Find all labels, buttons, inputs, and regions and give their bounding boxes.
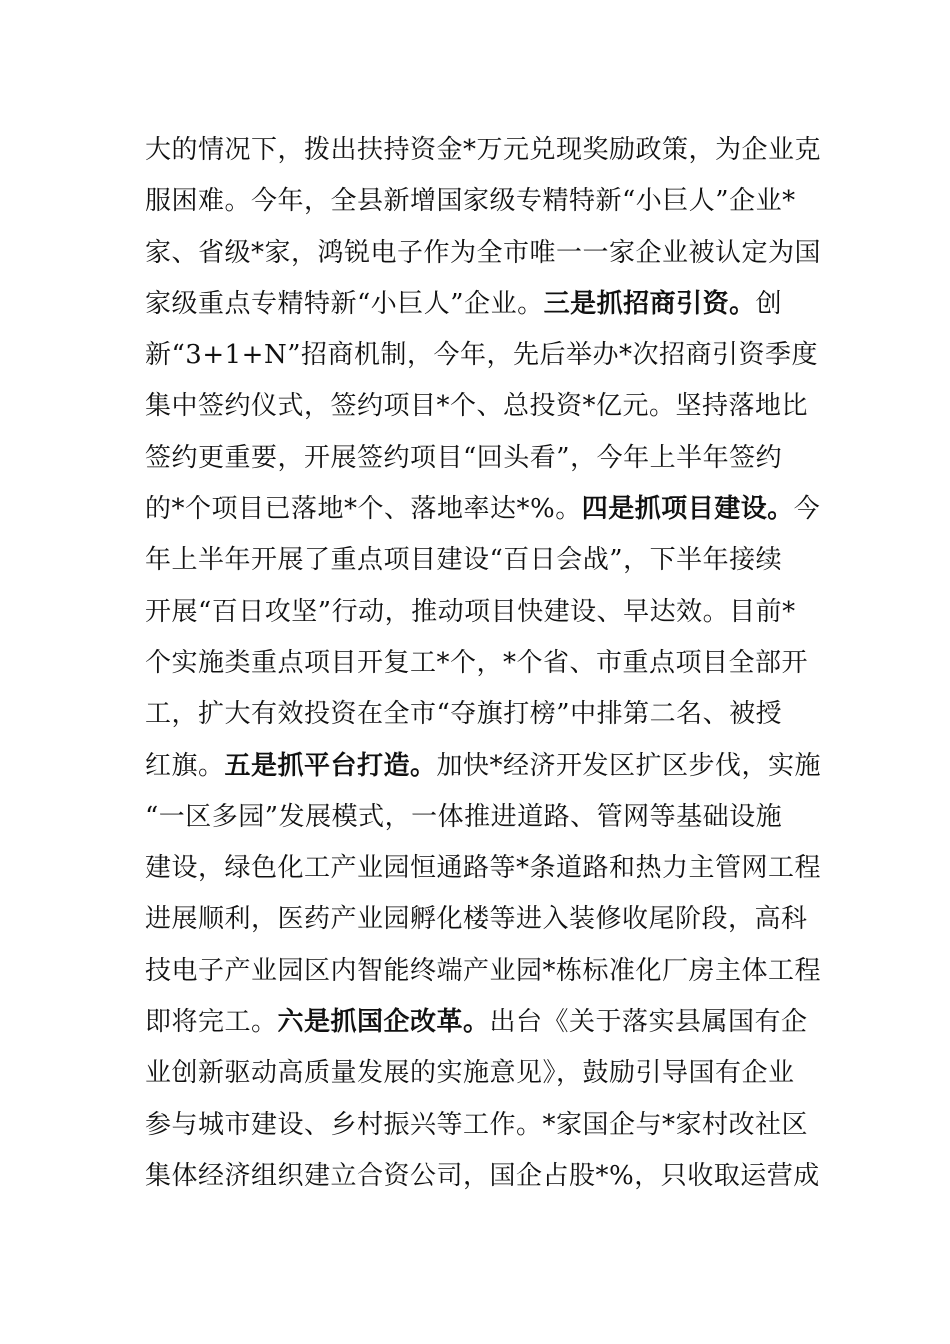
text-line xyxy=(145,843,822,894)
text-run: 集中签约仪式，签约项目*个、总投资*亿元。坚持落地比 xyxy=(145,391,809,422)
text-run: 业创新驱动高质量发展的实施意见》，鼓励引导国有企业 xyxy=(145,1058,795,1089)
text-run: 创 xyxy=(755,288,783,319)
text-line xyxy=(145,946,822,997)
text-line xyxy=(145,1100,809,1151)
text-run: 加快*经济开发区扩区步伐，实施 xyxy=(436,750,822,781)
text-run: 红旗。 xyxy=(145,750,225,781)
text-line xyxy=(145,741,822,792)
bold-heading-run: 五是抓平台打造。 xyxy=(224,750,437,781)
text-line xyxy=(145,228,822,279)
text-line xyxy=(145,484,821,535)
text-run: 新“3+1+N”招商机制，今年，先后举办*次招商引资季度 xyxy=(145,340,818,371)
text-run: 即将完工。 xyxy=(145,1007,278,1038)
bold-heading-run: 六是抓国企改革。 xyxy=(277,1007,490,1038)
text-run: “一区多园”发展模式，一体推进道路、管网等基础设施 xyxy=(145,801,783,832)
body-paragraph xyxy=(145,125,822,1202)
text-line xyxy=(145,176,805,227)
text-line xyxy=(145,381,809,432)
text-run: 年上半年开展了重点项目建设“百日会战”，下半年接续 xyxy=(145,545,783,576)
text-line xyxy=(145,997,808,1048)
text-run: 服困难。今年，全县新增国家级专精特新“小巨人”企业* xyxy=(145,186,796,217)
text-run: 家、省级*家，鸿锐电子作为全市唯一一家企业被认定为国 xyxy=(145,237,822,268)
text-run: 家级重点专精特新“小巨人”企业。 xyxy=(145,288,544,319)
text-line xyxy=(145,433,805,484)
text-line xyxy=(145,689,805,740)
text-run: 签约更重要，开展签约项目“回头看”，今年上半年签约 xyxy=(145,442,783,473)
text-line xyxy=(145,330,818,381)
text-line xyxy=(145,1048,805,1099)
text-line xyxy=(145,894,808,945)
text-run: 工，扩大有效投资在全市“夺旗打榜”中排第二名、被授 xyxy=(145,699,783,730)
text-line xyxy=(145,279,805,330)
text-run: 的*个项目已落地*个、落地率达*%。 xyxy=(145,494,582,525)
text-line xyxy=(145,125,822,176)
text-run: 集体经济组织建立合资公司，国企占股*%，只收取运营成 xyxy=(145,1160,820,1191)
text-run: 大的情况下，拨出扶持资金*万元兑现奖励政策，为企业克 xyxy=(145,135,822,165)
bold-heading-run: 四是抓项目建设。 xyxy=(581,494,794,525)
text-line xyxy=(145,638,809,689)
text-run: 开展“百日攻坚”行动，推动项目快建设、早达效。目前* xyxy=(145,596,796,627)
text-line xyxy=(145,792,805,843)
text-run: 今 xyxy=(793,494,821,525)
bold-heading-run: 三是抓招商引资。 xyxy=(543,288,756,319)
text-run: 进展顺利，医药产业园孵化楼等进入装修收尾阶段，高科 xyxy=(145,904,808,935)
text-run: 技电子产业园区内智能终端产业园*栋标准化厂房主体工程 xyxy=(145,955,822,986)
text-line xyxy=(145,1151,820,1202)
text-run: 建设，绿色化工产业园恒通路等*条道路和热力主管网工程 xyxy=(145,853,822,884)
text-line xyxy=(145,535,805,586)
text-run: 参与城市建设、乡村振兴等工作。*家国企与*家村改社区 xyxy=(145,1109,809,1140)
text-line xyxy=(145,587,805,638)
text-run: 出台《关于落实县属国有企 xyxy=(489,1007,808,1038)
text-run: 个实施类重点项目开复工*个，*个省、市重点项目全部开 xyxy=(145,647,809,678)
